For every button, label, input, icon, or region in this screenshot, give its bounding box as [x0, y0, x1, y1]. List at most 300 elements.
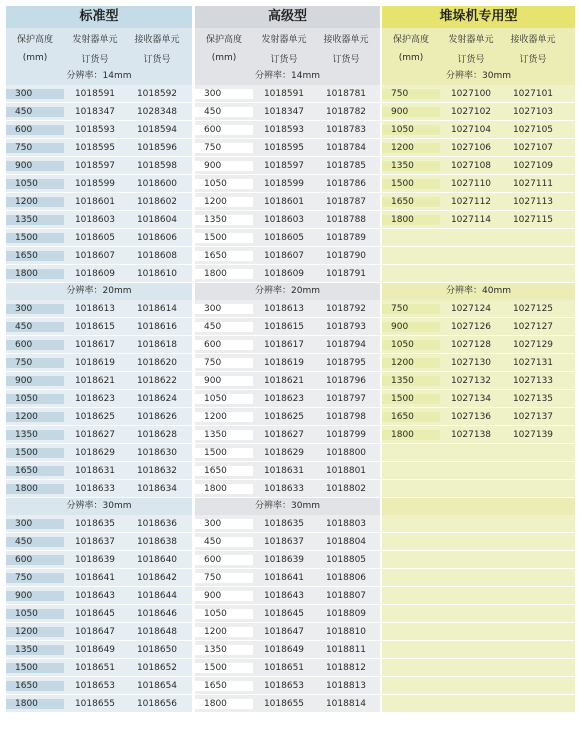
cell-emitter-order: 1018593 — [74, 124, 116, 135]
table-row — [6, 533, 192, 551]
cell-emitter-order: 1018623 — [263, 393, 305, 404]
cell-protect-height: 750 — [6, 358, 64, 368]
cell-protect-height: 1050 — [382, 125, 440, 135]
cell-receiver-order: 1027113 — [512, 196, 554, 207]
cell-receiver-order: 1018792 — [325, 303, 367, 314]
cell-protect-height: 1050 — [6, 394, 64, 404]
cell-protect-height: 1200 — [195, 197, 253, 207]
cell-protect-height: 1650 — [195, 681, 253, 691]
cell-receiver-order: 1018620 — [136, 357, 178, 368]
cell-receiver-order: 1018632 — [136, 465, 178, 476]
table-row — [382, 336, 575, 354]
cell-receiver-order: 1018788 — [325, 214, 367, 225]
cell-emitter-order: 1027130 — [450, 357, 492, 368]
cell-receiver-order: 1018786 — [325, 178, 367, 189]
cell-protect-height: 600 — [195, 555, 253, 565]
table-row — [195, 605, 380, 623]
cell-protect-height: 900 — [195, 591, 253, 601]
cell-receiver-order: 1027115 — [512, 214, 554, 225]
table-row — [382, 677, 575, 695]
table-row — [382, 85, 575, 103]
cell-receiver-order: 1018787 — [325, 196, 367, 207]
cell-emitter-order: 1018621 — [263, 375, 305, 386]
table-row — [6, 426, 192, 444]
cell-protect-height: 1800 — [195, 484, 253, 494]
table-row — [6, 121, 192, 139]
column-title: 高级型 — [195, 6, 380, 28]
table-row — [382, 157, 575, 175]
cell-emitter-order: 1018631 — [263, 465, 305, 476]
cell-protect-height: 1650 — [382, 197, 440, 207]
cell-protect-height: 1650 — [382, 412, 440, 422]
header-order-no: 订货号 — [143, 54, 171, 65]
cell-protect-height: 1500 — [6, 448, 64, 458]
header-emitter: 发射器单元 — [72, 34, 118, 45]
cell-protect-height: 1800 — [382, 430, 440, 440]
resolution-label — [382, 498, 575, 515]
cell-protect-height: 750 — [382, 89, 440, 99]
cell-receiver-order: 1018810 — [325, 626, 367, 637]
cell-emitter-order: 1018605 — [263, 232, 305, 243]
table-row — [6, 139, 192, 157]
cell-receiver-order: 1018614 — [136, 303, 178, 314]
cell-emitter-order: 1018629 — [74, 447, 116, 458]
cell-receiver-order: 1018804 — [325, 536, 367, 547]
cell-emitter-order: 1018653 — [74, 680, 116, 691]
table-row — [195, 426, 380, 444]
cell-protect-height: 1200 — [195, 412, 253, 422]
table-row — [382, 515, 575, 533]
cell-emitter-order: 1018601 — [263, 196, 305, 207]
table-row — [6, 677, 192, 695]
header-receiver: 接收器单元 — [510, 34, 556, 45]
cell-receiver-order: 1018800 — [325, 447, 367, 458]
cell-receiver-order: 1018598 — [136, 160, 178, 171]
cell-protect-height: 600 — [6, 555, 64, 565]
cell-receiver-order: 1027133 — [512, 375, 554, 386]
cell-emitter-order: 1018635 — [74, 518, 116, 529]
cell-receiver-order: 1018640 — [136, 554, 178, 565]
table-row — [6, 175, 192, 193]
cell-emitter-order: 1018595 — [263, 142, 305, 153]
table-row — [382, 318, 575, 336]
cell-receiver-order: 1018634 — [136, 483, 178, 494]
cell-receiver-order: 1027137 — [512, 411, 554, 422]
column-advanced — [195, 6, 380, 713]
cell-receiver-order: 1028348 — [136, 106, 178, 117]
cell-receiver-order: 1018796 — [325, 375, 367, 386]
cell-protect-height: 450 — [6, 107, 64, 117]
table-row — [195, 229, 380, 247]
cell-receiver-order: 1018797 — [325, 393, 367, 404]
cell-receiver-order: 1018602 — [136, 196, 178, 207]
table-row — [195, 587, 380, 605]
header-emitter: 发射器单元 — [261, 34, 307, 45]
cell-receiver-order: 1018610 — [136, 268, 178, 279]
header-order-no: 订货号 — [457, 54, 485, 65]
cell-emitter-order: 1018649 — [263, 644, 305, 655]
cell-receiver-order: 1018791 — [325, 268, 367, 279]
cell-receiver-order: 1018813 — [325, 680, 367, 691]
resolution-label: 分辨率：40mm — [382, 283, 575, 300]
cell-protect-height: 1500 — [382, 179, 440, 189]
cell-emitter-order: 1018627 — [74, 429, 116, 440]
table-row — [382, 587, 575, 605]
cell-receiver-order: 1018806 — [325, 572, 367, 583]
cell-emitter-order: 1018591 — [74, 88, 116, 99]
cell-emitter-order: 1018603 — [263, 214, 305, 225]
cell-emitter-order: 1018617 — [74, 339, 116, 350]
table-row — [6, 318, 192, 336]
cell-receiver-order: 1027111 — [512, 178, 554, 189]
cell-receiver-order: 1018624 — [136, 393, 178, 404]
cell-emitter-order: 1018647 — [263, 626, 305, 637]
table-row — [195, 515, 380, 533]
cell-emitter-order: 1018655 — [263, 698, 305, 709]
table-row — [382, 695, 575, 713]
cell-emitter-order: 1027108 — [450, 160, 492, 171]
table-row — [6, 408, 192, 426]
table-row — [382, 354, 575, 372]
table-row — [6, 480, 192, 498]
cell-emitter-order: 1018591 — [263, 88, 305, 99]
cell-protect-height: 1800 — [6, 699, 64, 709]
cell-protect-height: 450 — [195, 107, 253, 117]
table-row — [195, 569, 380, 587]
cell-protect-height: 1650 — [6, 251, 64, 261]
cell-protect-height: 300 — [6, 89, 64, 99]
table-row — [195, 157, 380, 175]
column-stacker — [382, 6, 575, 713]
cell-receiver-order: 1018594 — [136, 124, 178, 135]
cell-emitter-order: 1018631 — [74, 465, 116, 476]
table-row — [195, 551, 380, 569]
cell-protect-height: 1800 — [382, 215, 440, 225]
table-row — [195, 659, 380, 677]
table-row — [195, 318, 380, 336]
cell-protect-height: 1650 — [195, 466, 253, 476]
cell-protect-height: 450 — [6, 537, 64, 547]
cell-emitter-order: 1018625 — [74, 411, 116, 422]
table-row — [382, 641, 575, 659]
cell-emitter-order: 1018607 — [263, 250, 305, 261]
table-row — [195, 390, 380, 408]
cell-emitter-order: 1018639 — [263, 554, 305, 565]
cell-protect-height: 900 — [382, 322, 440, 332]
resolution-label: 分辨率：14mm — [6, 68, 192, 85]
cell-protect-height: 600 — [195, 340, 253, 350]
table-row — [195, 247, 380, 265]
cell-emitter-order: 1018639 — [74, 554, 116, 565]
header-unit: (mm) — [22, 53, 48, 63]
cell-emitter-order: 1018615 — [74, 321, 116, 332]
cell-receiver-order: 1018628 — [136, 429, 178, 440]
cell-emitter-order: 1027138 — [450, 429, 492, 440]
column-title: 堆垛机专用型 — [382, 6, 575, 28]
cell-protect-height: 900 — [6, 376, 64, 386]
cell-protect-height: 1350 — [6, 215, 64, 225]
cell-emitter-order: 1018651 — [74, 662, 116, 673]
cell-protect-height: 600 — [195, 125, 253, 135]
cell-receiver-order: 1018803 — [325, 518, 367, 529]
cell-protect-height: 1500 — [195, 663, 253, 673]
cell-protect-height: 450 — [195, 322, 253, 332]
cell-receiver-order: 1027129 — [512, 339, 554, 350]
cell-receiver-order: 1018781 — [325, 88, 367, 99]
header-protect-height: 保护高度 — [392, 34, 429, 45]
cell-receiver-order: 1018805 — [325, 554, 367, 565]
header-row-units — [382, 48, 575, 68]
cell-receiver-order: 1018782 — [325, 106, 367, 117]
cell-protect-height: 1200 — [382, 143, 440, 153]
cell-receiver-order: 1018592 — [136, 88, 178, 99]
cell-protect-height: 1650 — [6, 466, 64, 476]
cell-emitter-order: 1018633 — [263, 483, 305, 494]
cell-receiver-order: 1018616 — [136, 321, 178, 332]
header-unit: (mm) — [398, 53, 424, 63]
cell-protect-height: 300 — [195, 519, 253, 529]
table-row — [382, 444, 575, 462]
cell-receiver-order: 1027127 — [512, 321, 554, 332]
cell-protect-height: 1800 — [6, 484, 64, 494]
cell-receiver-order: 1018807 — [325, 590, 367, 601]
table-row — [195, 336, 380, 354]
cell-emitter-order: 1018623 — [74, 393, 116, 404]
cell-emitter-order: 1018599 — [263, 178, 305, 189]
table-row — [382, 229, 575, 247]
cell-protect-height: 900 — [195, 161, 253, 171]
cell-receiver-order: 1027131 — [512, 357, 554, 368]
cell-emitter-order: 1018613 — [263, 303, 305, 314]
cell-protect-height: 1350 — [382, 161, 440, 171]
cell-protect-height: 1200 — [6, 197, 64, 207]
cell-protect-height: 1050 — [195, 394, 253, 404]
cell-emitter-order: 1018603 — [74, 214, 116, 225]
cell-receiver-order: 1018789 — [325, 232, 367, 243]
table-row — [382, 605, 575, 623]
table-row — [6, 515, 192, 533]
cell-receiver-order: 1018608 — [136, 250, 178, 261]
cell-emitter-order: 1018619 — [263, 357, 305, 368]
cell-receiver-order: 1018801 — [325, 465, 367, 476]
header-receiver: 接收器单元 — [134, 34, 180, 45]
cell-receiver-order: 1018794 — [325, 339, 367, 350]
table-row — [195, 211, 380, 229]
cell-receiver-order: 1018783 — [325, 124, 367, 135]
table-row — [195, 139, 380, 157]
cell-emitter-order: 1018655 — [74, 698, 116, 709]
cell-emitter-order: 1027134 — [450, 393, 492, 404]
cell-protect-height: 1050 — [6, 609, 64, 619]
table-row — [6, 193, 192, 211]
cell-receiver-order: 1027109 — [512, 160, 554, 171]
cell-protect-height: 750 — [382, 304, 440, 314]
cell-emitter-order: 1018605 — [74, 232, 116, 243]
cell-receiver-order: 1018642 — [136, 572, 178, 583]
cell-receiver-order: 1018618 — [136, 339, 178, 350]
cell-protect-height: 1350 — [6, 430, 64, 440]
cell-emitter-order: 1018621 — [74, 375, 116, 386]
table-row — [382, 175, 575, 193]
column-standard — [6, 6, 192, 713]
cell-protect-height: 1650 — [6, 681, 64, 691]
cell-protect-height: 1050 — [382, 340, 440, 350]
cell-emitter-order: 1018651 — [263, 662, 305, 673]
cell-receiver-order: 1018793 — [325, 321, 367, 332]
table-row — [6, 605, 192, 623]
table-row — [6, 229, 192, 247]
cell-receiver-order: 1018604 — [136, 214, 178, 225]
cell-protect-height: 750 — [195, 143, 253, 153]
cell-receiver-order: 1018648 — [136, 626, 178, 637]
header-row-labels — [382, 28, 575, 48]
cell-emitter-order: 1018643 — [74, 590, 116, 601]
cell-emitter-order: 1018617 — [263, 339, 305, 350]
cell-protect-height: 1350 — [195, 645, 253, 655]
table-row — [382, 426, 575, 444]
cell-protect-height: 750 — [6, 573, 64, 583]
header-unit: (mm) — [211, 53, 237, 63]
cell-emitter-order: 1027112 — [450, 196, 492, 207]
table-row — [6, 103, 192, 121]
cell-receiver-order: 1027103 — [512, 106, 554, 117]
table-row — [382, 247, 575, 265]
cell-emitter-order: 1018649 — [74, 644, 116, 655]
cell-receiver-order: 1018646 — [136, 608, 178, 619]
cell-protect-height: 900 — [382, 107, 440, 117]
cell-receiver-order: 1018795 — [325, 357, 367, 368]
cell-receiver-order: 1018636 — [136, 518, 178, 529]
cell-emitter-order: 1018619 — [74, 357, 116, 368]
cell-protect-height: 1200 — [6, 412, 64, 422]
cell-emitter-order: 1018607 — [74, 250, 116, 261]
cell-protect-height: 1500 — [6, 663, 64, 673]
cell-receiver-order: 1018622 — [136, 375, 178, 386]
table-row — [382, 408, 575, 426]
table-row — [195, 695, 380, 713]
cell-receiver-order: 1018654 — [136, 680, 178, 691]
table-row — [382, 211, 575, 229]
table-row — [6, 265, 192, 283]
cell-protect-height: 1050 — [6, 179, 64, 189]
cell-emitter-order: 1018609 — [263, 268, 305, 279]
cell-protect-height: 450 — [6, 322, 64, 332]
table-row — [195, 103, 380, 121]
cell-protect-height: 1500 — [382, 394, 440, 404]
cell-protect-height: 750 — [195, 358, 253, 368]
cell-protect-height: 1500 — [195, 448, 253, 458]
cell-receiver-order: 1018802 — [325, 483, 367, 494]
header-protect-height: 保护高度 — [16, 34, 53, 45]
table-row — [6, 641, 192, 659]
table-row — [195, 533, 380, 551]
table-row — [195, 480, 380, 498]
cell-receiver-order: 1027139 — [512, 429, 554, 440]
table-row — [195, 85, 380, 103]
header-order-no: 订货号 — [270, 54, 298, 65]
table-row — [195, 408, 380, 426]
cell-protect-height: 900 — [6, 591, 64, 601]
table-row — [195, 677, 380, 695]
header-row-units — [195, 48, 380, 68]
cell-protect-height: 1650 — [195, 251, 253, 261]
cell-emitter-order: 1018627 — [263, 429, 305, 440]
cell-emitter-order: 1018347 — [263, 106, 305, 117]
cell-emitter-order: 1018615 — [263, 321, 305, 332]
cell-emitter-order: 1018613 — [74, 303, 116, 314]
cell-emitter-order: 1018625 — [263, 411, 305, 422]
resolution-label: 分辨率：20mm — [195, 283, 380, 300]
cell-emitter-order: 1027110 — [450, 178, 492, 189]
cell-emitter-order: 1027126 — [450, 321, 492, 332]
cell-emitter-order: 1027132 — [450, 375, 492, 386]
table-row — [6, 85, 192, 103]
cell-emitter-order: 1018609 — [74, 268, 116, 279]
cell-emitter-order: 1018635 — [263, 518, 305, 529]
table-row — [6, 695, 192, 713]
cell-protect-height: 1350 — [382, 376, 440, 386]
cell-receiver-order: 1027135 — [512, 393, 554, 404]
cell-emitter-order: 1018597 — [74, 160, 116, 171]
table-row — [195, 265, 380, 283]
table-row — [382, 462, 575, 480]
header-order-no: 订货号 — [519, 54, 547, 65]
resolution-label: 分辨率：20mm — [6, 283, 192, 300]
table-row — [382, 551, 575, 569]
header-emitter: 发射器单元 — [448, 34, 494, 45]
cell-receiver-order: 1018812 — [325, 662, 367, 673]
table-row — [382, 193, 575, 211]
cell-protect-height: 1800 — [195, 699, 253, 709]
cell-receiver-order: 1018784 — [325, 142, 367, 153]
table-row — [382, 139, 575, 157]
cell-emitter-order: 1027102 — [450, 106, 492, 117]
cell-emitter-order: 1018645 — [263, 608, 305, 619]
table-row — [6, 372, 192, 390]
cell-receiver-order: 1018650 — [136, 644, 178, 655]
cell-protect-height: 1200 — [195, 627, 253, 637]
cell-emitter-order: 1027136 — [450, 411, 492, 422]
table-row — [6, 247, 192, 265]
cell-receiver-order: 1018638 — [136, 536, 178, 547]
cell-receiver-order: 1018606 — [136, 232, 178, 243]
table-row — [382, 480, 575, 498]
table-row — [195, 121, 380, 139]
table-row — [382, 659, 575, 677]
table-row — [382, 121, 575, 139]
table-row — [6, 462, 192, 480]
table-row — [195, 300, 380, 318]
cell-receiver-order: 1027105 — [512, 124, 554, 135]
cell-emitter-order: 1018601 — [74, 196, 116, 207]
cell-receiver-order: 1018811 — [325, 644, 367, 655]
table-row — [382, 265, 575, 283]
cell-emitter-order: 1027104 — [450, 124, 492, 135]
table-row — [6, 551, 192, 569]
table-row — [195, 462, 380, 480]
cell-protect-height: 1500 — [6, 233, 64, 243]
table-row — [382, 372, 575, 390]
table-row — [195, 372, 380, 390]
cell-emitter-order: 1018647 — [74, 626, 116, 637]
cell-emitter-order: 1018593 — [263, 124, 305, 135]
table-row — [6, 444, 192, 462]
cell-receiver-order: 1027101 — [512, 88, 554, 99]
cell-receiver-order: 1018790 — [325, 250, 367, 261]
table-row — [6, 354, 192, 372]
header-row-labels — [195, 28, 380, 48]
table-row — [382, 103, 575, 121]
